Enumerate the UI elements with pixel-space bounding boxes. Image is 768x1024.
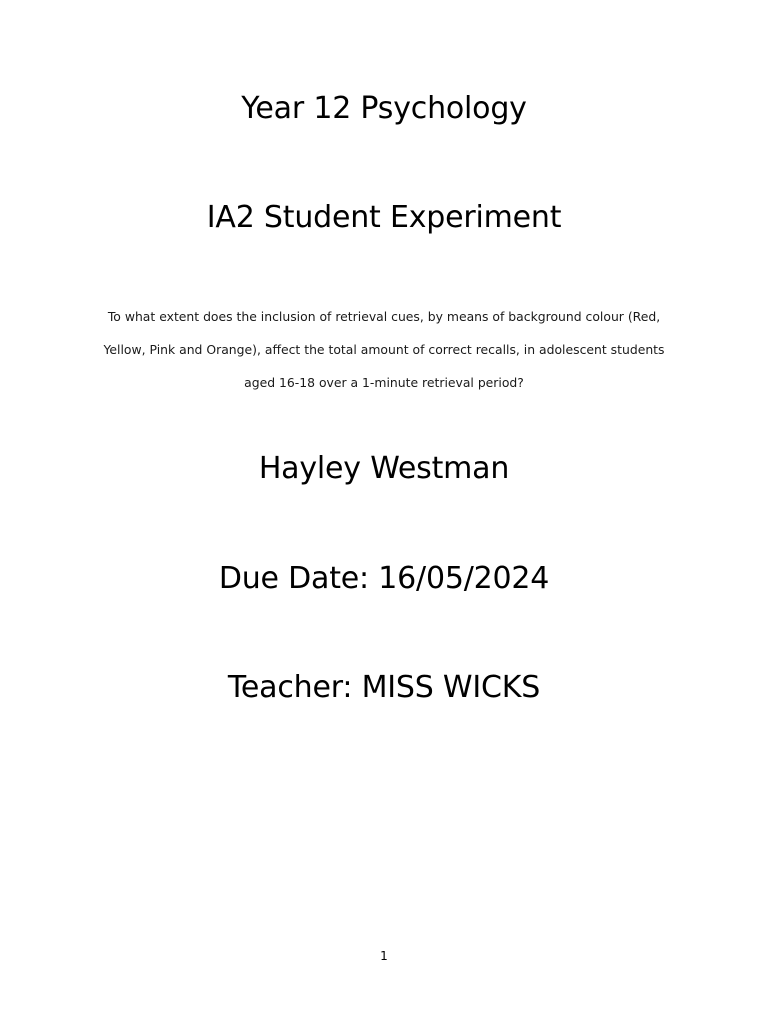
assessment-title: IA2 Student Experiment <box>206 200 562 235</box>
subject-heading: Year 12 Psychology <box>241 91 527 126</box>
teacher-name: Teacher: MISS WICKS <box>227 670 541 705</box>
author-name: Hayley Westman <box>258 451 510 486</box>
page-number: 1 <box>380 949 388 963</box>
due-date: Due Date: 16/05/2024 <box>218 561 550 596</box>
research-question: To what extent does the inclusion of retrieval cues, by means of background colour (Red, Yellow, Pink and Orange), affect the total amount of correct recalls, in adolescent students aged 16-18 over a 1-minute retrieval period? <box>103 309 665 390</box>
